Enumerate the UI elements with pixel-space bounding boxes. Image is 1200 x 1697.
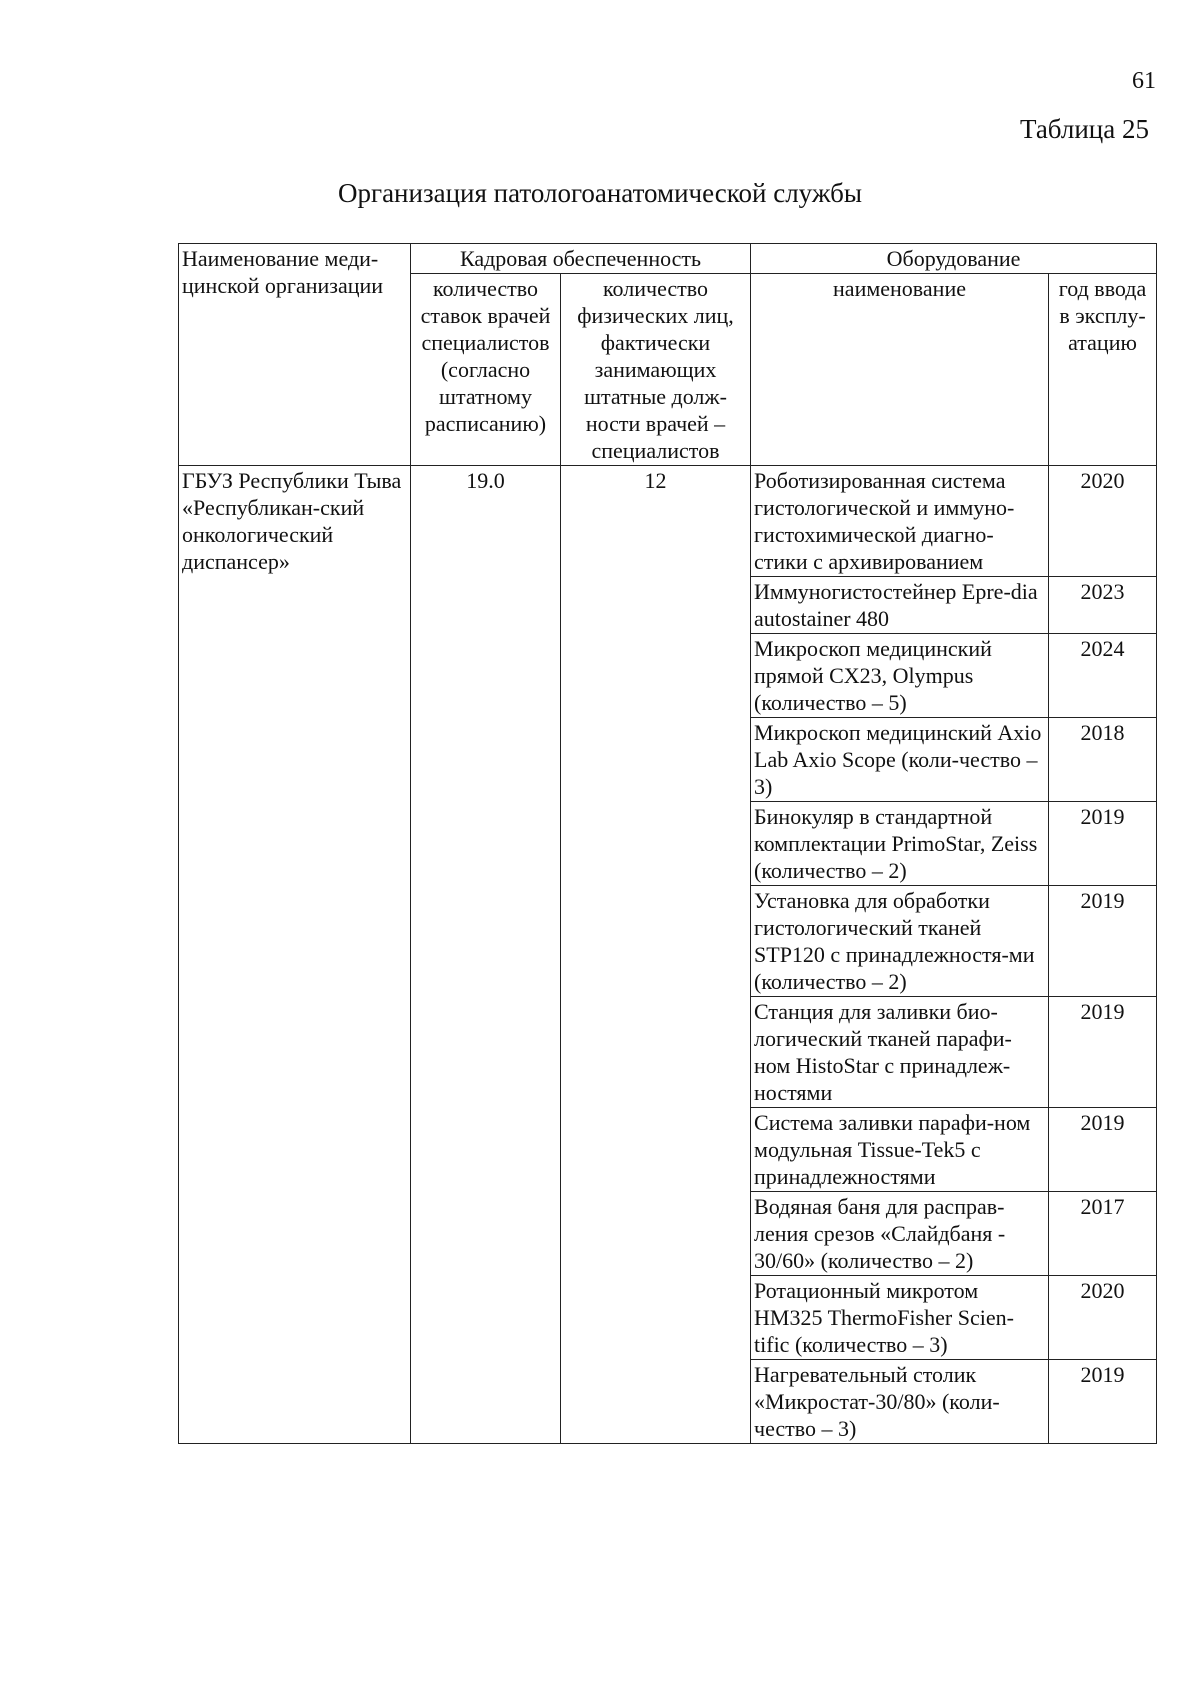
equipment-year: 2017 bbox=[1049, 1192, 1157, 1276]
organization-table bbox=[178, 243, 1157, 1444]
equipment-name: Станция для заливки био-логический тканей парафи-ном HistoStar с принадлеж-ностями bbox=[751, 997, 1049, 1108]
table-title: Организация патологоанатомической службы bbox=[338, 178, 862, 208]
header-staff-persons: количество физических лиц, фактически занимающих штатные долж-ности врачей – специалистов bbox=[561, 274, 751, 466]
equipment-name: Система заливки парафи-ном модульная Tissue-Tek5 с принадлежностями bbox=[751, 1108, 1049, 1192]
equipment-year: 2019 bbox=[1049, 1108, 1157, 1192]
equipment-year: 2020 bbox=[1049, 466, 1157, 577]
equipment-year: 2019 bbox=[1049, 886, 1157, 997]
equipment-name: Роботизированная система гистологической и иммуно-гистохимической диагно-стики с архивированием bbox=[751, 466, 1049, 577]
header-staff-positions: количество ставок врачей специалистов (согласно штатному расписанию) bbox=[411, 274, 561, 466]
equipment-year: 2023 bbox=[1049, 577, 1157, 634]
staff-persons-value: 12 bbox=[561, 466, 751, 1444]
equipment-name: Микроскоп медицинский прямой CX23, Olympus (количество – 5) bbox=[751, 634, 1049, 718]
header-organization: Наименование меди-цинской организации bbox=[179, 244, 411, 466]
equipment-year: 2019 bbox=[1049, 1360, 1157, 1444]
equipment-name: Иммуногистостейнер Epre-dia autostainer 480 bbox=[751, 577, 1049, 634]
equipment-name: Водяная баня для расправ-ления срезов «Слайдбаня - 30/60» (количество – 2) bbox=[751, 1192, 1049, 1276]
table-row bbox=[179, 466, 1157, 577]
equipment-name: Бинокуляр в стандартной комплектации PrimoStar, Zeiss (количество – 2) bbox=[751, 802, 1049, 886]
header-staffing: Кадровая обеспеченность bbox=[411, 244, 751, 274]
header-equipment-year: год ввода в эксплу-атацию bbox=[1049, 274, 1157, 466]
equipment-name: Микроскоп медицинский Axio Lab Axio Scope (коли-чество – 3) bbox=[751, 718, 1049, 802]
equipment-year: 2019 bbox=[1049, 802, 1157, 886]
equipment-name: Нагревательный столик «Микростат-30/80» (коли-чество – 3) bbox=[751, 1360, 1049, 1444]
equipment-name: Установка для обработки гистологический тканей STP120 с принадлежностя-ми (количество – 2) bbox=[751, 886, 1049, 997]
equipment-year: 2018 bbox=[1049, 718, 1157, 802]
table-label: Таблица 25 bbox=[1020, 114, 1149, 144]
equipment-name: Ротационный микротом HM325 ThermoFisher Scien-tific (количество – 3) bbox=[751, 1276, 1049, 1360]
equipment-year: 2024 bbox=[1049, 634, 1157, 718]
page-number: 61 bbox=[1132, 68, 1156, 94]
header-equipment: Оборудование bbox=[751, 244, 1157, 274]
header-equipment-name: наименование bbox=[751, 274, 1049, 466]
equipment-year: 2020 bbox=[1049, 1276, 1157, 1360]
equipment-year: 2019 bbox=[1049, 997, 1157, 1108]
organization-name: ГБУЗ Республики Тыва «Республикан-ский онкологический диспансер» bbox=[179, 466, 411, 1444]
staff-positions-value: 19.0 bbox=[411, 466, 561, 1444]
